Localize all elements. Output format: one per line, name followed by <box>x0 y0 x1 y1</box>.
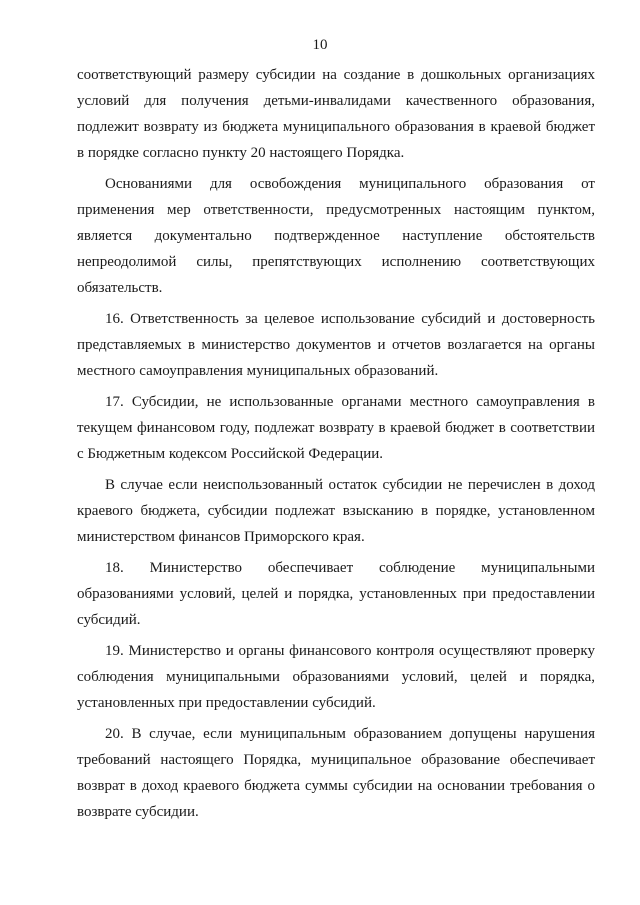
paragraph-clause-20: 20. В случае, если муниципальным образованием допущены нарушения требований настоящего Порядка, муниципальное образование обеспечивает возврат в доход краевого бюджета суммы субсидии на основании требования о возврате субсидии. <box>77 726 595 820</box>
paragraph-clause-18: 18. Министерство обеспечивает соблюдение муниципальными образованиями условий, целей и порядка, установленных при предоставлении субсидий. <box>77 560 595 628</box>
paragraph-recovery: В случае если неиспользованный остаток субсидии не перечислен в доход краевого бюджета, субсидии подлежат взысканию в порядке, установленном министерством финансов Приморского края. <box>77 477 595 545</box>
page-number: 10 <box>312 37 328 53</box>
paragraph-clause-19: 19. Министерство и органы финансового контроля осуществляют проверку соблюдения муниципальными образованиями условий, целей и порядка, установленных при предоставлении субсидий. <box>77 643 595 711</box>
paragraph-continuation: соответствующий размеру субсидии на создание в дошкольных организациях условий для получения детьми-инвалидами качественного образования, подлежит возврату из бюджета муниципального образования в краевой бюджет в порядке согласно пункту 20 настоящего Порядка. <box>77 67 595 161</box>
paragraph-clause-16: 16. Ответственность за целевое использование субсидий и достоверность представляемых в министерство документов и отчетов возлагается на органы местного самоуправления муниципальных образований. <box>77 311 595 379</box>
document-body <box>77 62 595 830</box>
paragraph-clause-17: 17. Субсидии, не использованные органами местного самоуправления в текущем финансовом году, подлежат возврату в краевой бюджет в соответствии с Бюджетным кодексом Российской Федерации. <box>77 394 595 462</box>
paragraph-exemption-grounds: Основаниями для освобождения муниципального образования от применения мер ответственности, предусмотренных настоящим пунктом, является документально подтвержденное наступление обстоятельств непреодолимой силы, препятствующих исполнению соответствующих обязательств. <box>77 176 595 296</box>
